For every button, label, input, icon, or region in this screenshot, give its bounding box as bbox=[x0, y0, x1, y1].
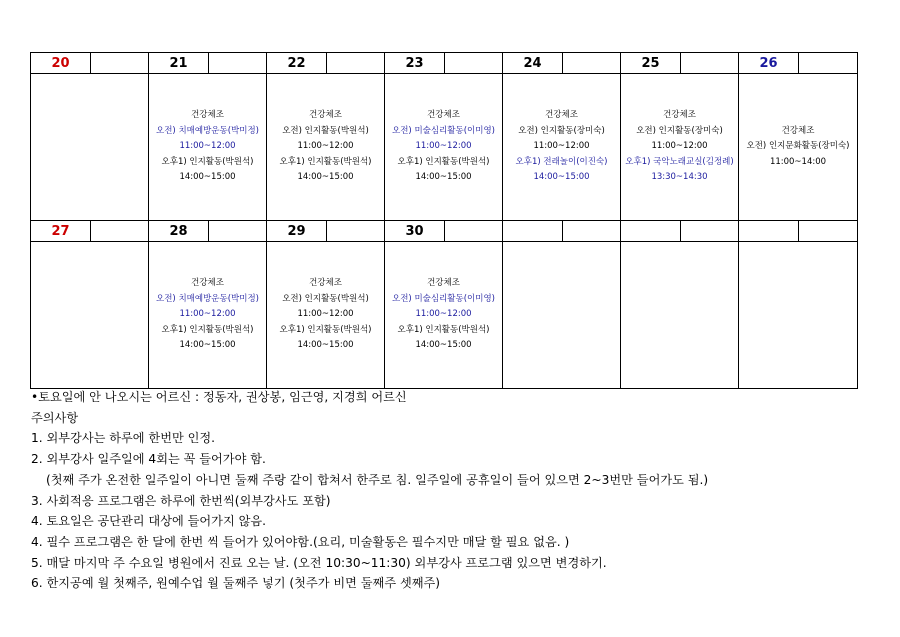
schedule-line: 건강체조 bbox=[309, 110, 342, 121]
day-header-blank bbox=[445, 53, 503, 74]
day-cell bbox=[503, 74, 621, 221]
saturday-absent-note: •토요일에 안 나오시는 어르신 : 정동자, 권상봉, 임근영, 지경희 어르신 bbox=[31, 390, 407, 404]
schedule-line: 14:00~15:00 bbox=[533, 172, 590, 183]
schedule-line: 오전) 미술심리활동(이미영) bbox=[392, 293, 495, 304]
schedule-line: 오후1) 인지활동(박원석) bbox=[279, 324, 372, 335]
day-number: 30 bbox=[385, 221, 445, 242]
schedule-line: 건강체조 bbox=[427, 110, 460, 121]
schedule-line: 오후1) 인지활동(박원석) bbox=[161, 324, 254, 335]
schedule-line: 오후1) 전래놀이(이진숙) bbox=[515, 156, 608, 167]
note-item-2-detail: (첫째 주가 온전한 일주일이 아니면 둘째 주랑 같이 합쳐서 한주로 침. 일주일에 공휴일이 들어 있으면 2~3번만 들어가도 됨.) bbox=[46, 472, 709, 487]
weekly-calendar-table bbox=[30, 52, 858, 389]
week-body-row bbox=[31, 242, 858, 389]
day-number: 27 bbox=[31, 221, 91, 242]
schedule-line: 11:00~12:00 bbox=[533, 141, 590, 152]
notes-heading: 주의사항 bbox=[31, 410, 79, 425]
day-cell bbox=[385, 242, 503, 389]
schedule-line: 13:30~14:30 bbox=[651, 172, 708, 183]
day-cell bbox=[621, 74, 739, 221]
schedule-line: 11:00~12:00 bbox=[415, 309, 472, 320]
schedule-line: 14:00~15:00 bbox=[415, 340, 472, 351]
day-header-blank bbox=[445, 221, 503, 242]
schedule-line: 건강체조 bbox=[191, 110, 224, 121]
schedule-line: 11:00~12:00 bbox=[415, 141, 472, 152]
schedule-line: 오전) 인지활동(장미숙) bbox=[636, 125, 723, 136]
schedule-line: 오후1) 인지활동(박원석) bbox=[161, 156, 254, 167]
note-item-1: 1. 외부강사는 하루에 한번만 인정. bbox=[31, 431, 216, 446]
day-cell bbox=[31, 242, 149, 389]
day-number: 22 bbox=[267, 53, 327, 74]
note-item-6: 6. 한지공예 월 첫째주, 원예수업 월 둘째주 넣기 (첫주가 비면 둘째주 셋째주) bbox=[31, 576, 441, 591]
day-header-blank bbox=[563, 221, 621, 242]
schedule-line: 오전) 치매예방운동(박미정) bbox=[156, 125, 259, 136]
day-header-blank bbox=[91, 221, 149, 242]
day-header-blank bbox=[209, 53, 267, 74]
day-number: 21 bbox=[149, 53, 209, 74]
schedule-line: 14:00~15:00 bbox=[179, 172, 236, 183]
day-cell bbox=[739, 242, 858, 389]
note-item-4a: 4. 토요일은 공단관리 대상에 들어가지 않음. bbox=[31, 514, 267, 529]
day-cell bbox=[267, 242, 385, 389]
schedule-line: 건강체조 bbox=[191, 278, 224, 289]
schedule-line: 14:00~15:00 bbox=[415, 172, 472, 183]
schedule-line: 건강체조 bbox=[545, 110, 578, 121]
schedule-line: 오후1) 인지활동(박원석) bbox=[397, 324, 490, 335]
day-number bbox=[739, 221, 799, 242]
schedule-line: 오전) 인지활동(박원석) bbox=[282, 293, 369, 304]
schedule-line: 건강체조 bbox=[663, 110, 696, 121]
schedule-line: 11:00~12:00 bbox=[179, 141, 236, 152]
day-cell bbox=[267, 74, 385, 221]
schedule-line: 건강체조 bbox=[427, 278, 460, 289]
day-cell bbox=[149, 74, 267, 221]
day-cell bbox=[621, 242, 739, 389]
schedule-line: 11:00~14:00 bbox=[769, 156, 827, 167]
schedule-line: 11:00~12:00 bbox=[297, 309, 354, 320]
schedule-line: 오후1) 인지활동(박원석) bbox=[397, 156, 490, 167]
day-header-blank bbox=[327, 53, 385, 74]
schedule-line: 건강체조 bbox=[781, 125, 815, 136]
schedule-line: 14:00~15:00 bbox=[297, 172, 354, 183]
week-header-row bbox=[31, 221, 858, 242]
day-number: 20 bbox=[31, 53, 91, 74]
day-header-blank bbox=[563, 53, 621, 74]
day-header-blank bbox=[209, 221, 267, 242]
day-header-blank bbox=[681, 53, 739, 74]
day-cell bbox=[149, 242, 267, 389]
day-header-blank bbox=[327, 221, 385, 242]
schedule-line: 11:00~12:00 bbox=[651, 141, 708, 152]
day-number: 29 bbox=[267, 221, 327, 242]
schedule-line: 오후1) 인지활동(박원석) bbox=[279, 156, 372, 167]
note-item-2: 2. 외부강사 일주일에 4회는 꼭 들어가야 함. bbox=[31, 452, 266, 467]
week-header-row bbox=[31, 53, 858, 74]
note-item-5: 5. 매달 마지막 주 수요일 병원에서 진료 오는 날. (오전 10:30~11:30) 외부강사 프로그램 있으면 변경하기. bbox=[31, 555, 607, 570]
note-item-3: 3. 사회적응 프로그램은 하루에 한번씩(외부강사도 포함) bbox=[31, 493, 331, 508]
schedule-line: 11:00~12:00 bbox=[179, 309, 236, 320]
day-cell bbox=[503, 242, 621, 389]
day-cell bbox=[31, 74, 149, 221]
day-header-blank bbox=[799, 221, 858, 242]
day-number: 25 bbox=[621, 53, 681, 74]
day-number: 26 bbox=[739, 53, 799, 74]
schedule-line: 오전) 인지활동(박원석) bbox=[282, 125, 369, 136]
day-number bbox=[503, 221, 563, 242]
day-cell bbox=[739, 74, 858, 221]
day-header-blank bbox=[681, 221, 739, 242]
day-header-blank bbox=[91, 53, 149, 74]
notes-section bbox=[31, 387, 708, 594]
schedule-line: 11:00~12:00 bbox=[297, 141, 354, 152]
day-cell bbox=[385, 74, 503, 221]
schedule-line: 14:00~15:00 bbox=[297, 340, 354, 351]
day-number: 23 bbox=[385, 53, 445, 74]
schedule-line: 오전) 치매예방운동(박미정) bbox=[156, 293, 259, 304]
day-number: 28 bbox=[149, 221, 209, 242]
schedule-line: 오전) 미술심리활동(이미영) bbox=[392, 125, 495, 136]
day-header-blank bbox=[799, 53, 858, 74]
schedule-line: 오후1) 국악노래교실(김정례) bbox=[625, 156, 734, 167]
day-number: 24 bbox=[503, 53, 563, 74]
day-number bbox=[621, 221, 681, 242]
schedule-line: 오전) 인지활동(장미숙) bbox=[518, 125, 605, 136]
schedule-line: 오전) 인지문화활동(장미숙) bbox=[746, 141, 850, 152]
note-item-4b: 4. 필수 프로그램은 한 달에 한번 씩 들어가 있어야함.(요리, 미술활동은 필수지만 매달 할 필요 없음. ) bbox=[31, 534, 570, 549]
schedule-line: 14:00~15:00 bbox=[179, 340, 236, 351]
schedule-line: 건강체조 bbox=[309, 278, 342, 289]
week-body-row bbox=[31, 74, 858, 221]
